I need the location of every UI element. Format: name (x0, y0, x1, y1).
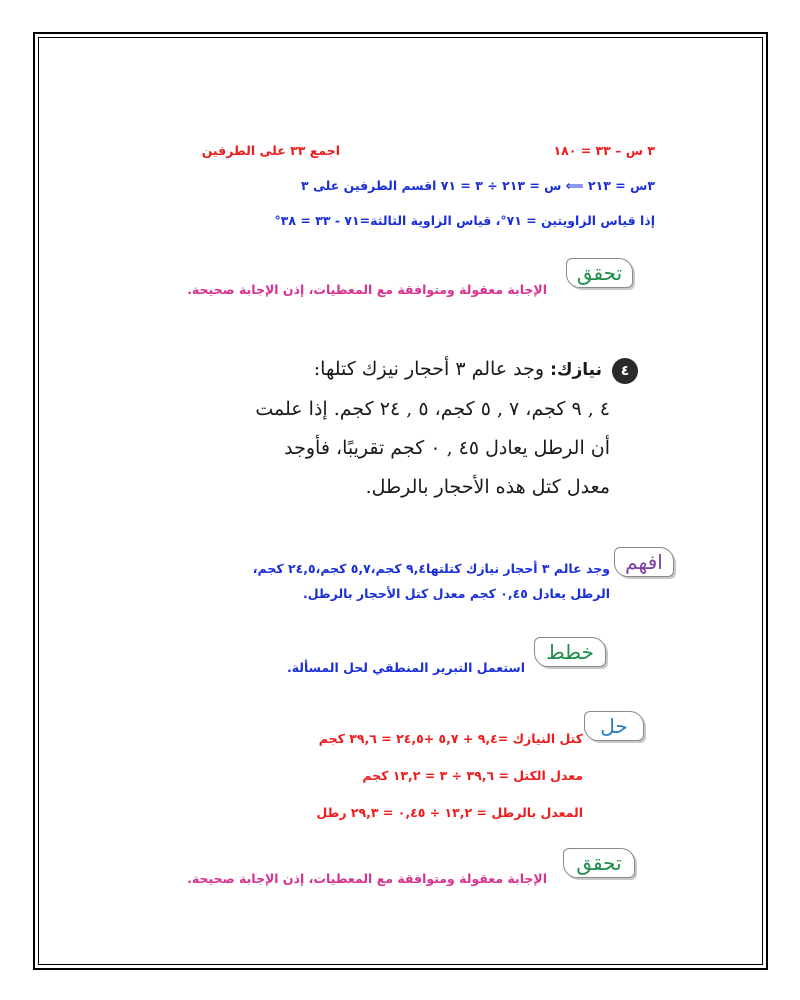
plan-text: استعمل التبرير المنطقي لحل المسألة. (286, 660, 525, 675)
understand-badge: افهم (614, 547, 674, 577)
solve-line-2: معدل الكتل = ٣٩,٦ ÷ ٣ = ١٣,٢ كجم (362, 768, 583, 783)
check-badge-2: تحقق (563, 848, 635, 878)
problem-line-1 (314, 358, 602, 380)
check-badge-1: تحقق (566, 258, 633, 288)
problem-line-1-text: وجد عالم ٣ أحجار نيزك كتلها: (313, 358, 545, 380)
problem-line-2: ٤ , ٩ كجم، ٧ , ٥ كجم، ٥ , ٢٤ كجم. إذا علمت (255, 398, 610, 420)
problem-line-4: معدل كتل هذه الأحجار بالرطل. (365, 476, 610, 498)
check-text-1: الإجابة معقولة ومتوافقة مع المعطيات، إذن الإجابة صحيحة. (187, 282, 547, 297)
page-inner-border (38, 37, 763, 965)
solve-line-3: المعدل بالرطل = ١٣,٢ ÷ ٠,٤٥ = ٢٩,٣ رطل (316, 805, 583, 820)
equation-line-1-left: ٣ س – ٣٣ = ١٨٠ (553, 143, 655, 158)
equation-line-3: إذا قياس الزاويتين = ٧١°، قياس الزاوية الثالثة=٧١ - ٣٣ = ٣٨° (274, 213, 655, 228)
understand-line-2: الرطل يعادل ٠,٤٥ كجم معدل كتل الأحجار بالرطل. (303, 586, 610, 601)
check-text-2: الإجابة معقولة ومتوافقة مع المعطيات، إذن الإجابة صحيحة. (187, 871, 547, 886)
problem-line-3: أن الرطل يعادل ٤٥ , ٠ كجم تقريبًا، فأوجد (284, 437, 610, 459)
understand-line-1: وجد عالم ٣ أحجار نيازك كتلتها٩,٤ كجم،٥,٧ كجم،٢٤,٥ كجم، (252, 561, 610, 576)
solve-line-1: كتل النيازك =٩,٤ + ٥,٧ +٢٤,٥ = ٣٩,٦ كجم (318, 731, 583, 746)
plan-badge: خطط (534, 637, 606, 667)
equation-line-1-note: اجمع ٣٣ على الطرفين (201, 143, 340, 158)
problem-number-badge: ٤ (612, 358, 638, 384)
equation-line-2: ٣س = ٢١٣ ⟸ س = ٢١٣ ÷ ٣ = ٧١ اقسم الطرفين على ٣ (301, 178, 655, 193)
solve-badge: حل (584, 711, 644, 741)
problem-title: نيازك: (550, 360, 602, 380)
